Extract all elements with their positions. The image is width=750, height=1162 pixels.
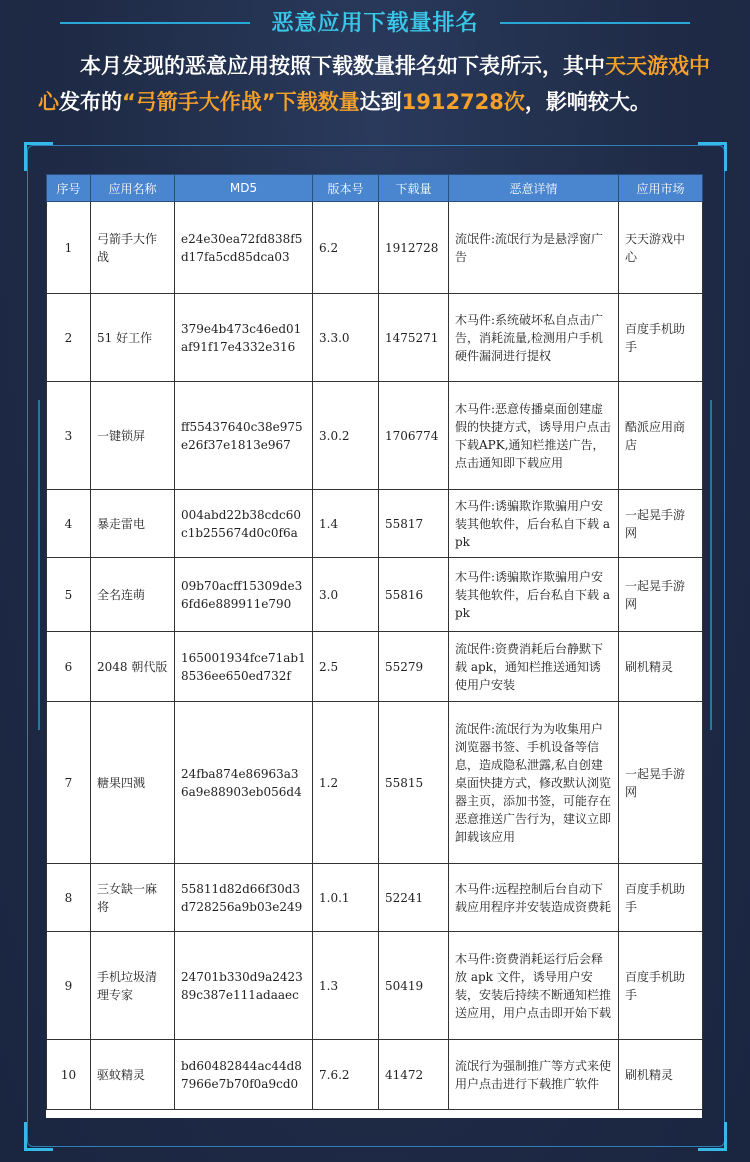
cell-no: 3: [47, 382, 91, 490]
cell-no: 1: [47, 202, 91, 294]
cell-detail: 木马件:恶意传播桌面创建虚假的快捷方式，诱导用户点击下载APK,通知栏推送广告，点击通知即下载应用: [449, 382, 619, 490]
page-title: 恶意应用下载量排名: [271, 11, 479, 36]
cell-downloads: 55817: [379, 490, 449, 558]
header-market: 应用市场: [619, 175, 703, 202]
cell-md5: 004abd22b38cdc60c1b255674d0c0f6a: [175, 490, 313, 558]
header-detail: 恶意详情: [449, 175, 619, 202]
cell-md5: bd60482844ac44d87966e7b70f0a9cd0: [175, 1040, 313, 1110]
cell-detail: 流氓件:流氓行为是悬浮窗广告: [449, 202, 619, 294]
table-row: [47, 202, 703, 294]
header-app-name: 应用名称: [91, 175, 175, 202]
cell-market: 百度手机助手: [619, 932, 703, 1040]
intro-text-1: 本月发现的恶意应用按照下载数量排名如下表所示，其中: [80, 54, 605, 78]
cell-version: 3.0.2: [313, 382, 379, 490]
cell-md5: 24701b330d9a242389c387e111adaaec: [175, 932, 313, 1040]
cell-market: 刷机精灵: [619, 632, 703, 702]
intro-text-2: 发布的: [59, 90, 122, 114]
cell-market: 刷机精灵: [619, 1040, 703, 1110]
frame-side-accent-right: [710, 400, 712, 730]
cell-market: 一起晃手游网: [619, 490, 703, 558]
heading-bar: [0, 0, 750, 44]
cell-md5: 379e4b473c46ed01af91f17e4332e316: [175, 294, 313, 382]
cell-version: 3.3.0: [313, 294, 379, 382]
cell-app-name: 三女缺一麻将: [91, 864, 175, 932]
cell-detail: 木马件:诱骗欺诈欺骗用户安装其他软件，后台私自下载 apk: [449, 490, 619, 558]
cell-app-name: 弓箭手大作战: [91, 202, 175, 294]
cell-downloads: 50419: [379, 932, 449, 1040]
cell-market: 百度手机助手: [619, 294, 703, 382]
table-row: [47, 1040, 703, 1110]
cell-detail: 流氓行为强制推广等方式来使用户点击进行下载推广软件: [449, 1040, 619, 1110]
cell-detail: 木马件:系统破坏私自点击广告，消耗流量,检测用户手机硬件漏洞进行提权: [449, 294, 619, 382]
frame-side-accent-left: [38, 400, 40, 730]
cell-detail: 木马件:资费消耗运行后会释放 apk 文件，诱导用户安装，安装后持续不断通知栏推送应用，用户点击即开始下载: [449, 932, 619, 1040]
cell-app-name: 暴走雷电: [91, 490, 175, 558]
cell-version: 1.0.1: [313, 864, 379, 932]
table-row: [47, 632, 703, 702]
frame-corner-bottom-left: [24, 1122, 53, 1151]
table-row: [47, 294, 703, 382]
cell-market: 酷派应用商店: [619, 382, 703, 490]
cell-app-name: 全名连萌: [91, 558, 175, 632]
intro-text-4: ，影响较大。: [524, 90, 651, 114]
malware-ranking-table: [46, 174, 703, 1110]
intro-highlight-app: “弓箭手大作战”下载数量: [122, 90, 360, 114]
cell-version: 1.3: [313, 932, 379, 1040]
heading-line-right: [500, 22, 690, 24]
frame-corner-top-right: [698, 142, 727, 171]
header-md5: MD5: [175, 175, 313, 202]
cell-detail: 木马件:远程控制后台自动下载应用程序并安装造成资费耗: [449, 864, 619, 932]
table-row: [47, 864, 703, 932]
frame-corner-bottom-right: [698, 1122, 727, 1151]
cell-version: 3.0: [313, 558, 379, 632]
cell-md5: 165001934fce71ab18536ee650ed732f: [175, 632, 313, 702]
cell-no: 10: [47, 1040, 91, 1110]
cell-version: 1.4: [313, 490, 379, 558]
cell-md5: 24fba874e86963a36a9e88903eb056d4: [175, 702, 313, 864]
table-row: [47, 382, 703, 490]
cell-downloads: 1706774: [379, 382, 449, 490]
cell-version: 7.6.2: [313, 1040, 379, 1110]
cell-md5: 55811d82d66f30d3d728256a9b03e249: [175, 864, 313, 932]
cell-app-name: 驱蚊精灵: [91, 1040, 175, 1110]
cell-no: 6: [47, 632, 91, 702]
cell-version: 2.5: [313, 632, 379, 702]
cell-version: 6.2: [313, 202, 379, 294]
cell-no: 5: [47, 558, 91, 632]
cell-md5: ff55437640c38e975e26f37e1813e967: [175, 382, 313, 490]
cell-market: 一起晃手游网: [619, 558, 703, 632]
cell-no: 4: [47, 490, 91, 558]
intro-highlight-count: 1912728次: [401, 90, 525, 114]
table-row: [47, 490, 703, 558]
cell-no: 7: [47, 702, 91, 864]
cell-app-name: 手机垃圾清理专家: [91, 932, 175, 1040]
cell-no: 8: [47, 864, 91, 932]
cell-downloads: 55815: [379, 702, 449, 864]
intro-text-3: 达到: [359, 90, 402, 114]
table-header-row: [47, 175, 703, 202]
cell-downloads: 1475271: [379, 294, 449, 382]
cell-detail: 流氓件:资费消耗后台静默下载 apk，通知栏推送通知诱使用户安装: [449, 632, 619, 702]
intro-highlight-market: 天天游戏中心: [38, 54, 710, 114]
cell-no: 9: [47, 932, 91, 1040]
cell-market: 天天游戏中心: [619, 202, 703, 294]
header-no: 序号: [47, 175, 91, 202]
cell-md5: e24e30ea72fd838f5d17fa5cd85dca03: [175, 202, 313, 294]
cell-market: 百度手机助手: [619, 864, 703, 932]
cell-app-name: 51 好工作: [91, 294, 175, 382]
cell-downloads: 55816: [379, 558, 449, 632]
malware-table-container: [46, 174, 702, 1118]
table-row: [47, 932, 703, 1040]
cell-detail: 木马件:诱骗欺诈欺骗用户安装其他软件，后台私自下载 apk: [449, 558, 619, 632]
table-row: [47, 702, 703, 864]
cell-app-name: 一键锁屏: [91, 382, 175, 490]
cell-downloads: 41472: [379, 1040, 449, 1110]
header-version: 版本号: [313, 175, 379, 202]
cell-app-name: 2048 朝代版: [91, 632, 175, 702]
cell-no: 2: [47, 294, 91, 382]
cell-downloads: 1912728: [379, 202, 449, 294]
frame-corner-top-left: [24, 142, 53, 171]
cell-app-name: 糖果四溅: [91, 702, 175, 864]
cell-md5: 09b70acff15309de36fd6e889911e790: [175, 558, 313, 632]
cell-market: 一起晃手游网: [619, 702, 703, 864]
table-row: [47, 558, 703, 632]
cell-downloads: 52241: [379, 864, 449, 932]
cell-detail: 流氓件:流氓行为为收集用户浏览器书签、手机设备等信息，造成隐私泄露,私自创建桌面快捷方式，修改默认浏览器主页，添加书签，可能存在恶意推送广告行为，建议立即卸载该应用: [449, 702, 619, 864]
cell-version: 1.2: [313, 702, 379, 864]
header-downloads: 下载量: [379, 175, 449, 202]
cell-downloads: 55279: [379, 632, 449, 702]
intro-paragraph: [38, 48, 728, 120]
